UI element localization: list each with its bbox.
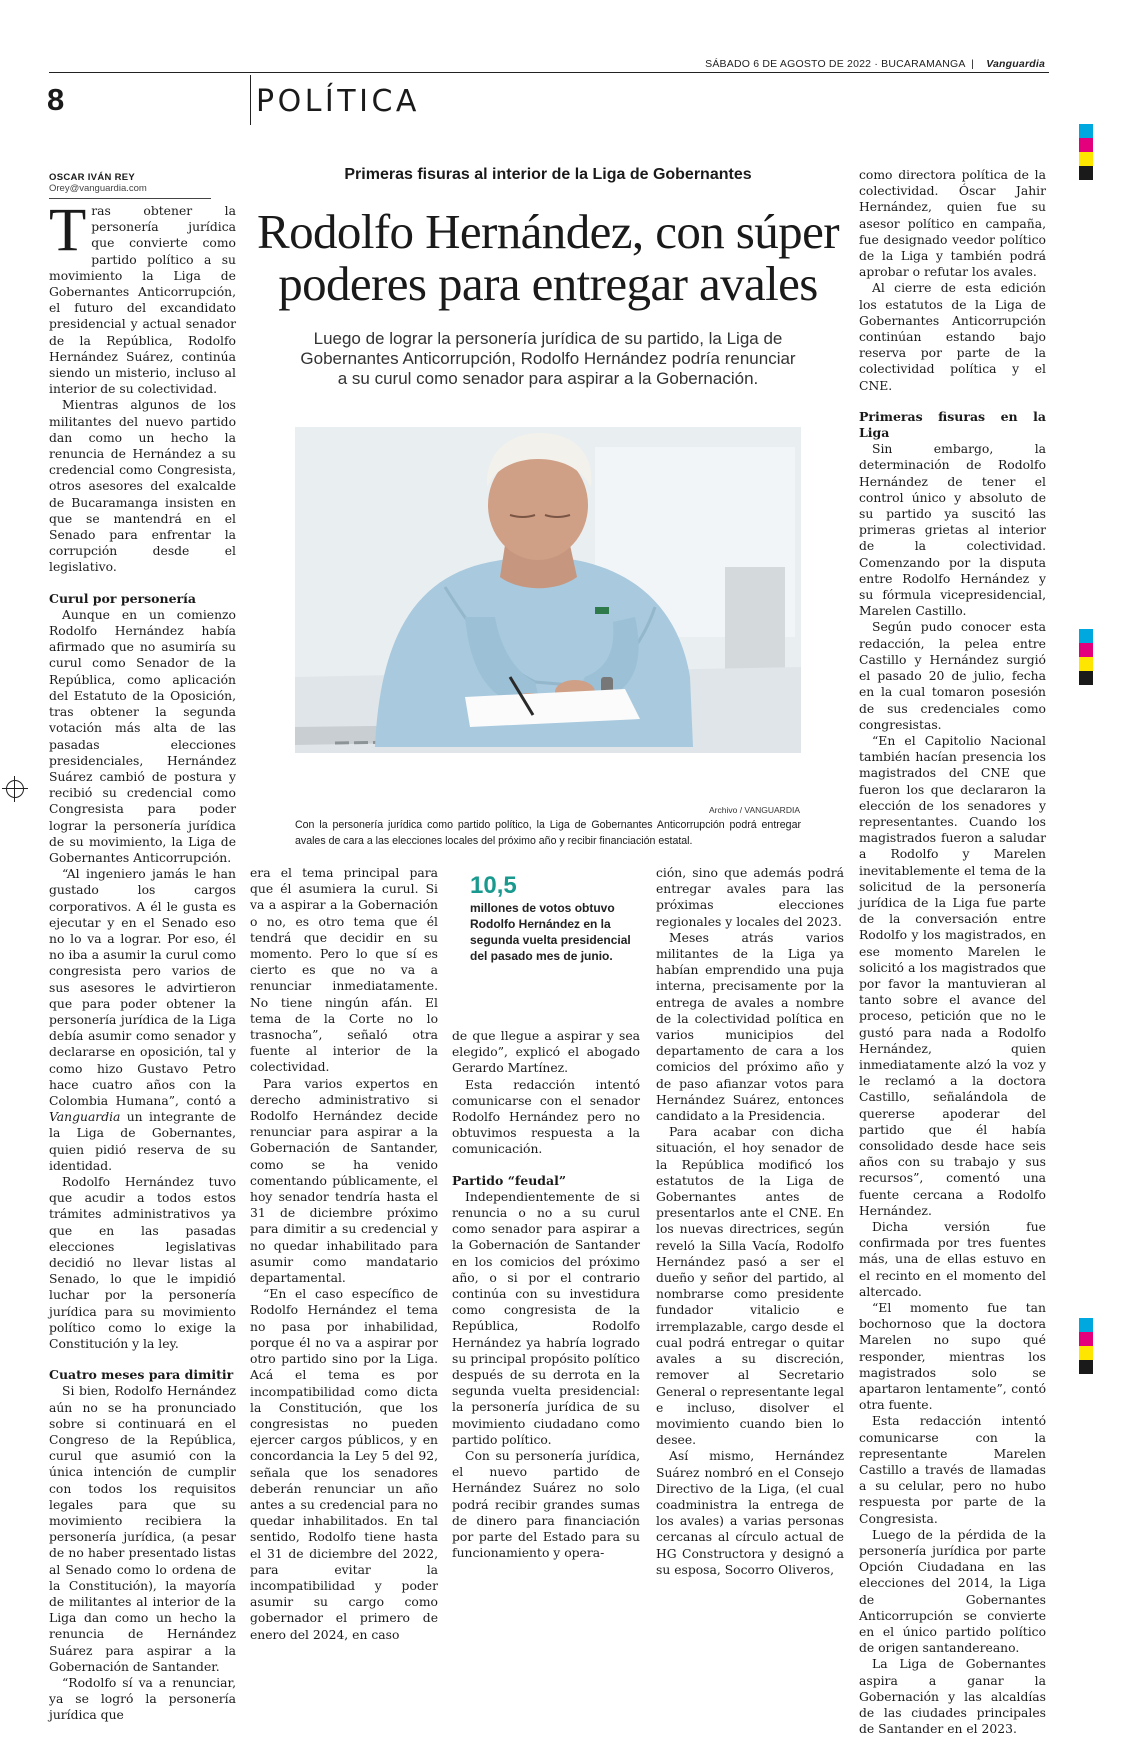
- section-divider: [250, 75, 251, 125]
- paragraph: de que llegue a aspirar y sea elegido”, explicó el abogado Gerardo Martínez.: [452, 1029, 640, 1076]
- paragraph: Así mismo, Hernández Suárez nombró en el Consejo Directivo de la Liga, (el cual coadministra la entrega de los avales) a varias personas cercanas al círculo actual de HG Constructora y designó a su esposa, Socorro Oliveros,: [656, 1449, 844, 1577]
- subheading: Primeras fisuras en la Liga: [859, 408, 1046, 441]
- subheading: Partido “feudal”: [452, 1172, 567, 1188]
- paragraph: Aunque en un comienzo Rodolfo Hernández había afirmado que no asumiría su curul como Senador de la República, como aplicación del Estatuto de la Oposición, tras obtener la segunda votación más alta de las pasadas elecciones presidenciales, Hernández Suárez cambió de postura y recibió su credencial como Congresista para poder lograr la personería jurídica de su movimiento, la Liga de Gobernantes Anticorrupción.: [49, 607, 236, 865]
- paragraph: como directora política de la colectividad. Óscar Jahir Hernández, quien fue su asesor político en campaña, fue designado veedor político de la Liga y también podrá aprobar o refutar los avales.: [859, 168, 1046, 280]
- paragraph: “El momento fue tan bochornoso que la doctora Marelen no supo qué responder, mientras los magistrados solo se apartaron lentamente”, contó otra fuente.: [859, 1301, 1046, 1413]
- stat-callout: [470, 872, 650, 964]
- paragraph: Para acabar con dicha situación, el hoy senador de la República modificó los estatutos de la Liga de Gobernantes antes de presentarlos ante el CNE. En los nuevas directrices, según reveló la Silla Vacía, Rodolfo Hernández pasó a ser el dueño y señor del partido, al nombrarse como presidente fundador vitalicio e irremplazable, cargo desde el cual podrá entregar o quitar avales a su discreción, remover al Secretario General o representante legal e incluso, disolver el movimiento cuando bien lo desee.: [656, 1125, 844, 1448]
- paragraph: ción, sino que además podrá entregar avales para las próximas elecciones regionales y locales del 2023.: [656, 866, 844, 929]
- registration-marks-middle: [1079, 629, 1093, 685]
- masthead: SÁBADO 6 DE AGOSTO DE 2022 · BUCARAMANGA | Vanguardia: [705, 58, 1045, 70]
- paragraph: Si bien, Rodolfo Hernández aún no se ha pronunciado sobre si continuará en el Congreso de la República, curul que asumió con la única intención de cumplir con todos los requisitos legales para que su movimiento recibiera la personería jurídica, (a pesar de no haber presentado listas al Senado como lo ordena de la Constitución), la mayoría de militantes al interior de la Liga dan como un hecho la renuncia de Hernández Suárez para aspirar a la Gobernación de Santander.: [49, 1384, 236, 1674]
- paragraph: “En el Capitolio Nacional también hacían presencia los magistrados del CNE que fueron los que declararon la elección de los senadores y representantes. Cuando los magistrados fueron a saludar a Rodolfo y Marelen inevitablemente el tema de la solicitud de la personería jurídica de la Liga fue parte de la conversación entre Rodolfo y los magistrados, en ese momento Marelen le solicitó a los magistrados que por favor la mantuvieran al tanto sobre el avance del proceso, petición que no le gustó para nada a Rodolfo Hernández, quien inmediatamente alzó la voz y le reclamó a la doctora Castillo, señalándola de quererse apoderar del partido que él había consolidado desde hace seis años con su trabajo y sus recursos”, comentó una fuente cercana a Rodolfo Hernández.: [859, 733, 1046, 1218]
- article-photo: [295, 427, 801, 753]
- article-headline: Rodolfo Hernández, con súper poderes para entregar avales: [257, 204, 839, 311]
- paragraph: “Rodolfo sí va a renunciar, ya se logró la personería jurídica que: [49, 1676, 236, 1723]
- paragraph: era el tema principal para que él asumiera la curul. Si va a aspirar a la Gobernación o no, es otro tema que él tendrá que decidir en su momento. Pero lo que sí es cierto es que no va a renunciar inmediatamente. No tiene ningún afán. El tema de la Corte no lo trasnocha”, señaló otra fuente al interior de la colectividad.: [250, 866, 438, 1075]
- author-name: OSCAR IVÁN REY: [49, 172, 136, 183]
- paragraph: Para varios expertos en derecho administrativo si Rodolfo Hernández decide renunciar para aspirar a la Gobernación de Santander, como se ha venido comentando públicamente, el hoy senador tendría hasta el 31 de diciembre próximo para dimitir a su credencial y no quedar inhabilitado para asumir como mandatario departamental.: [250, 1076, 438, 1286]
- man-signing-document-illustration: [295, 427, 801, 753]
- paragraph: Tras obtener la personería jurídica que convierte como partido político a su movimiento la Liga de Gobernantes Anticorrupción, el futuro del excandidato presidencial y actual senador de la República, Rodolfo Hernández Suárez, continúa siendo un misterio, incluso al interior de su colectividad.: [49, 197, 236, 397]
- paragraph: “En el caso específico de Rodolfo Hernández el tema no pasa por inhabilidad, porque él no va a aspirar por otro partido sino por la Liga. Acá el tema es por incompatibilidad como dicta la Constitución, que los congresistas no pueden ejercer cargos públicos, y en concordancia la Ley 5 del 92, señala que los senadores deberán renunciar un año antes a su credencial para no quedar inhabilitados. En tal sentido, Rodolfo tiene hasta el 31 de diciembre del 2022, para evitar la incompatibilidad y poder asumir su cargo como gobernador el primero de enero del 2024, en caso: [250, 1287, 438, 1642]
- article-column-2: [250, 865, 438, 1643]
- crosshair-icon: [6, 780, 24, 798]
- drop-cap: T: [49, 197, 87, 264]
- newspaper-brand: Vanguardia: [986, 58, 1045, 70]
- registration-marks-top: [1079, 124, 1093, 180]
- header-rule: [49, 72, 1049, 73]
- paragraph: La Liga de Gobernantes aspira a ganar la Gobernación y las alcaldías de las ciudades principales de Santander en el 2023.: [859, 1657, 1046, 1737]
- photo-caption: Con la personería jurídica como partido político, la Liga de Gobernantes Anticorrupción podrá entregar avales de cara a las elecciones locales del próximo año y recibir financiación estatal.: [295, 819, 801, 847]
- paragraph: Independientemente de si renuncia o no a su curul como senador para aspirar a la Gobernación de Santander en los comicios del próximo año, o si por el contrario continúa con su investidura como congresista de la República, Rodolfo Hernández ya habría logrado su principal propósito político después de su derrota en la segunda vuelta presidencial: la personería jurídica de su movimiento ciudadano como partido político.: [452, 1189, 640, 1447]
- paragraph: Meses atrás varios militantes de la Liga ya habían emprendido una puja interna, precisamente por la entrega de avales a nombre de la colectividad política en varios municipios del departamento de cara a los comicios del próximo año y de paso afianzar votos para Hernández Suárez, entonces candidato a la Presidencia.: [656, 930, 844, 1124]
- subheading: Curul por personería: [49, 590, 196, 606]
- paragraph: Esta redacción intentó comunicarse con el senador Rodolfo Hernández pero no obtuvimos respuesta a la comunicación.: [452, 1077, 640, 1157]
- byline: [49, 172, 211, 194]
- article-column-5: [859, 167, 1046, 1738]
- paragraph: Esta redacción intentó comunicarse con la representante Marelen Castillo a través de llamadas a su celular, pero no hubo respuesta por parte de la Congresista.: [859, 1414, 1046, 1526]
- paragraph: Luego de la pérdida de la personería jurídica por parte Opción Ciudadana en las elecciones del 2014, la Liga de Gobernantes Anticorrupción se convierte en el único partido político de origen santandereano.: [859, 1527, 1046, 1656]
- paragraph: Mientras algunos de los militantes del nuevo partido dan como un hecho la renuncia de Hernández a su credencial como Congresista, otros asesores del exalcalde de Bucaramanga insisten en que se mantendrá en el Senado para enfrentar la corrupción desde el legislativo.: [49, 398, 236, 575]
- stat-text: millones de votos obtuvo Rodolfo Hernández en la segunda vuelta presidencial del pasado mes de junio.: [470, 901, 631, 963]
- paragraph: Sin embargo, la determinación de Rodolfo Hernández de tener el control único y absoluto de su partido ya suscitó las primeras grietas al interior de la colectividad. Comenzando por la disputa entre Rodolfo Hernández y su fórmula vicepresidencial, Marelen Castillo.: [859, 442, 1046, 619]
- paragraph: Con su personería jurídica, el nuevo partido de Hernández Suárez no solo podrá recibir grandes sumas de dinero para financiación por parte del Estado para su funcionamiento y opera-: [452, 1449, 640, 1561]
- paragraph: Rodolfo Hernández tuvo que acudir a todos estos trámites administrativos ya que en las pasadas elecciones legislativas decidió no llevar listas al Senado, lo que le impidió luchar por la personería jurídica para su movimiento político como lo exige la Constitución y la ley.: [49, 1174, 236, 1352]
- article-column-1: [49, 197, 236, 1724]
- paragraph: Según pudo conocer esta redacción, la pelea entre Castillo y Hernández surgió el pasado 20 de julio, fecha en la cual tomaron posesión de sus credenciales como congresistas.: [859, 620, 1046, 732]
- photo-credit: Archivo / VANGUARDIA: [708, 805, 800, 815]
- dateline: SÁBADO 6 DE AGOSTO DE 2022 · BUCARAMANGA: [705, 58, 966, 70]
- section-title: POLÍTICA: [256, 84, 420, 119]
- subheading: Cuatro meses para dimitir: [49, 1367, 234, 1383]
- page-number: 8: [47, 82, 65, 117]
- article-kicker: Primeras fisuras al interior de la Liga de Gobernantes: [344, 166, 752, 183]
- author-email: Orey@vanguardia.com: [49, 183, 147, 194]
- stat-number: 10,5: [470, 872, 517, 899]
- article-dek: Luego de lograr la personería jurídica de su partido, la Liga de Gobernantes Anticorrupción, Rodolfo Hernández podría renunciar a su curul como senador para aspirar a la Gobernación.: [300, 329, 796, 388]
- paragraph: Dicha versión fue confirmada por tres fuentes más, una de ellas estuvo en el recinto en el momento del altercado.: [859, 1220, 1046, 1299]
- registration-marks-bottom: [1079, 1318, 1093, 1374]
- article-column-4: [656, 865, 844, 1578]
- paragraph: Al cierre de esta edición los estatutos de la Liga de Gobernantes Anticorrupción continúan estando bajo reserva por parte de la colectividad política y el CNE.: [859, 281, 1046, 393]
- article-column-3: [452, 1028, 640, 1562]
- paragraph: “Al ingeniero jamás le han gustado los cargos corporativos. A él le gusta es ejecutar y en el Senado eso no lo va a lograr. Por eso, él no iba a asumir la curul como congresista pero varios de sus asesores le advirtieron que para poder obtener la personería jurídica de la Liga debía asumir como senador y declararse en oposición, tal y como hizo Gustavo Petro hace cuatro años con la Colombia Humana”, contó a Vanguardia un integrante de la Liga de Gobernantes, quien pidió reserva de su identidad.: [49, 867, 236, 1173]
